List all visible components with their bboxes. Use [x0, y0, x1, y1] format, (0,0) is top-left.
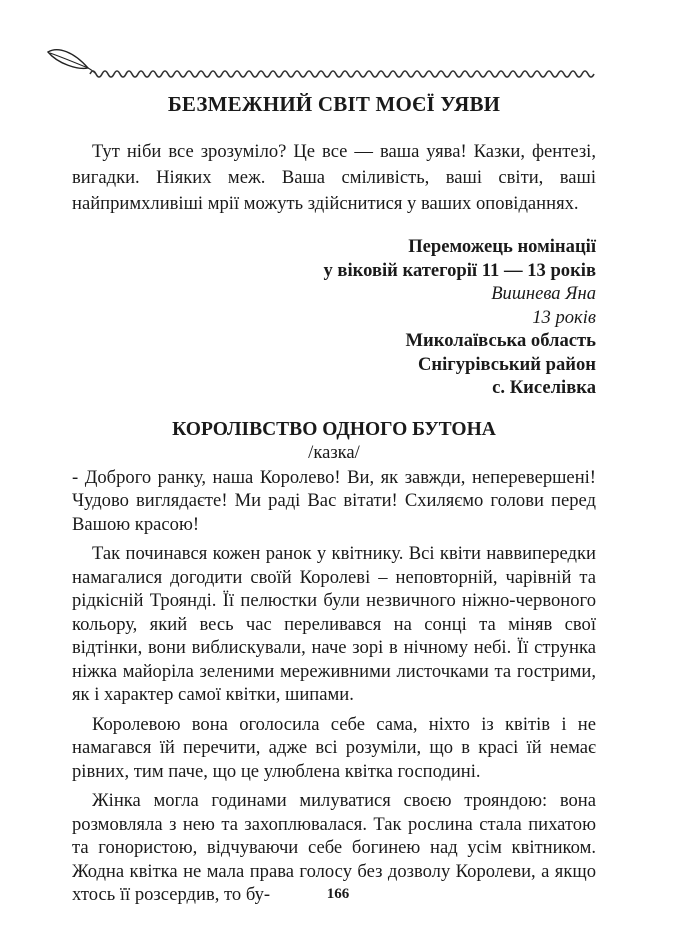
age-category-line: у віковій категорії 11 — 13 років: [323, 259, 596, 281]
story-title: КОРОЛІВСТВО ОДНОГО БУТОНА: [172, 418, 496, 440]
author-name: Вишнева Яна: [491, 283, 596, 304]
story-paragraph: Жінка могла годинами милуватися своєю трояндою: вона розмовляла з нею та захоплювалася. Так рослина стала пихатою та гонористою, відчуваючи себе богинею над усім квітником. Жодна квітка не мала права голосу без дозволу Королеви, а якщо хтось її розсердив, то бу-: [72, 790, 596, 905]
feather-wave-ornament: [44, 44, 604, 84]
page-number: 166: [326, 886, 350, 902]
page-content: [72, 92, 596, 913]
author-signature: [72, 235, 596, 400]
author-region: Миколаївська область: [405, 330, 596, 351]
author-village: с. Киселівка: [492, 377, 596, 398]
story-paragraph: Так починався кожен ранок у квітнику. Всі квіти наввипередки намагалися догодити своїй Королеві – неповторній, чарівній та рідкісній Троянді. Її пелюстки були незвичного ніжно-червоного кольору, який весь час переливався на сонці та міняв свої відтінки, вони виблискували, наче зорі в нічному небі. Її струнка ніжка майоріла зеленими мереживними листочками та гострими, як і характер самої квітки, шипами.: [72, 543, 596, 705]
story-genre: /казка/: [308, 441, 360, 463]
author-district: Снігурівський район: [417, 353, 596, 375]
intro-paragraph: Тут ніби все зрозуміло? Це все — ваша уява! Казки, фентезі, вигадки. Ніяких меж. Ваша сміливість, ваші світи, ваші найпримхливіші мрії можуть здійснитися у ваших оповіданнях.: [72, 141, 596, 214]
story-paragraph: Королевою вона оголосила себе сама, ніхто із квітів і не намагався їй перечити, адже всі розуміли, що в красі їй немає рівних, тим паче, що це улюблена квітка господині.: [72, 713, 596, 782]
nomination-line: Переможець номінації: [408, 236, 596, 257]
author-age: 13 років: [532, 306, 596, 328]
story-paragraph: - Доброго ранку, наша Королево! Ви, як завжди, неперевершені! Чудово виглядаєте! Ми раді Вас вітати! Схиляємо голови перед Вашою красою!: [72, 466, 596, 535]
section-title: БЕЗМЕЖНИЙ СВІТ МОЄЇ УЯВИ: [167, 92, 501, 116]
